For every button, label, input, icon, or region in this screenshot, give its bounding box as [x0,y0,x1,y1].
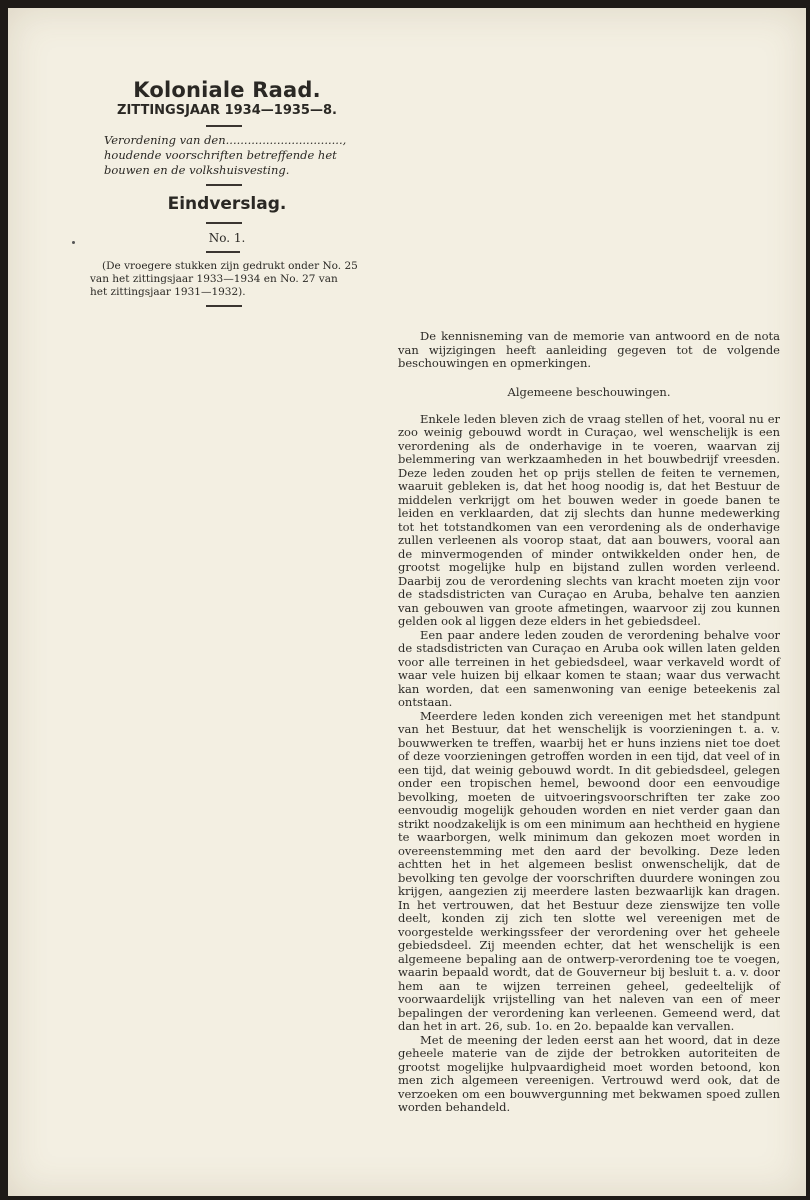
previous-documents-note [90,260,358,299]
body-paragraph: Enkele leden bleven zich de vraag stellen of het, vooral nu er zoo weinig gebouwd wordt in Curaçao, wel wenschelijk is een verordening als de onderhavige in te voeren, waarvan zij belemmering van werkzaamheden in het bouwbedrijf vreesden. Deze leden zouden het op prijs stellen de feiten te vernemen, waaruit gebleken is, dat het hoog noodig is, dat het Bestuur de middelen verkrijgt om het bouwen weder in goede banen te leiden en verklaarden, dat zij slechts dan hunne medewerking tot het totstandkomen van een verordening als de onderhavige zullen verleenen als voorop staat, dat aan bouwers, vooral aan de minvermogenden of minder ontwikkelden onder hen, de grootst mogelijke hulp en bijstand zullen worden verleend. Daarbij zou de verordening slechts van kracht moeten zijn voor de stadsdistricten van Curaçao en Aruba, behalve ten aanzien van gebouwen van groote afmetingen, waarvoor zij zou kunnen gelden ook al liggen deze elders in het gebiedsdeel. [398,411,780,628]
session-year: ZITTINGSJAAR 1934—1935—8. [117,103,337,118]
report-body [398,330,780,1115]
body-paragraph: Een paar andere leden zouden de verordening behalve voor de stadsdistricten van Curaçao en Aruba ook willen laten gelden voor alle terreinen in het gebiedsdeel, waar verkaveld wordt of waar vele huizen bij elkaar komen te staan; waar dus verwacht kan worden, dat een samenwoning van eenige beteekenis zal ontstaan. [398,627,780,709]
report-title: Eindverslag. [167,194,287,214]
divider [206,125,242,127]
divider [206,222,242,224]
council-title: Koloniale Raad. [133,78,321,102]
divider [206,184,242,186]
margin-mark [72,241,75,244]
ordinance-subject: Verordening van den................................, houdende voorschriften betreffende het bouwen en de volkshuisvesting. [104,133,347,177]
report-header [90,78,358,307]
divider [206,305,242,307]
document-page [8,8,806,1196]
body-paragraph: Meerdere leden konden zich vereenigen met het standpunt van het Bestuur, dat het wenschelijk is voorzieningen t. a. v. bouwwerken te treffen, waarbij het er huns inziens niet toe doet of deze voorzieningen getroffen worden in een tijd, dat veel of in een tijd, dat weinig gebouwd wordt. In dit gebiedsdeel, gelegen onder een tropischen hemel, bewoond door een eenvoudige bevolking, moeten de uitvoeringsvoorschriften ter zake zoo eenvoudig mogelijk gehouden worden en niet verder gaan dan strikt noodzakelijk is om een minimum aan hechtheid en hygiene te waarborgen, welk minimum dan gekozen moet worden in overeenstemming met den aard der bevolking. Deze leden achtten het in het algemeen beslist onwenschelijk, dat de bevolking ten gevolge der voorschriften duurdere woningen zou krijgen, aangezien zij meerdere lasten bezwaarlijk kan dragen. In het vertrouwen, dat het Bestuur deze zienswijze ten volle deelt, konden zij zich ten slotte wel vereenigen met de voorgestelde werkingssfeer der verordening over het geheele gebiedsdeel. Zij meenden echter, dat het wenschelijk is een algemeene bepaling aan de ontwerp-verordening toe te voegen, waarin bepaald wordt, dat de Gouverneur bij besluit t. a. v. door hem aan te wijzen terreinen geheel, gedeeltelijk of voorwaardelijk vrijstelling van het naleven van een of meer bepalingen der verordening kan verleenen. Gemeend werd, dat dan het in art. 26, sub. 1o. en 2o. bepaalde kan vervallen. [398,708,780,1033]
note-text: (De vroegere stukken zijn gedrukt onder No. 25 van het zittingsjaar 1933—1934 en No. 27 van het zittingsjaar 1931—1932). [90,260,358,298]
body-paragraph: Met de meening der leden eerst aan het woord, dat in deze geheele materie van de zijde der betrokken autoriteiten de grootst mogelijke hulpvaardigheid moet worden betoond, kon men zich algemeen vereenigen. Vertrouwd werd ook, dat de verzoeken om een bouwvergunning met bekwamen spoed zullen worden behandeld. [398,1032,780,1114]
divider [206,251,240,253]
intro-paragraph: De kennisneming van de memorie van antwoord en de nota van wijzigingen heeft aanleiding gegeven tot de volgende beschouwingen en opmerkingen. [398,329,780,370]
section-heading: Algemeene beschouwingen. [507,384,671,399]
report-number: No. 1. [208,231,246,245]
